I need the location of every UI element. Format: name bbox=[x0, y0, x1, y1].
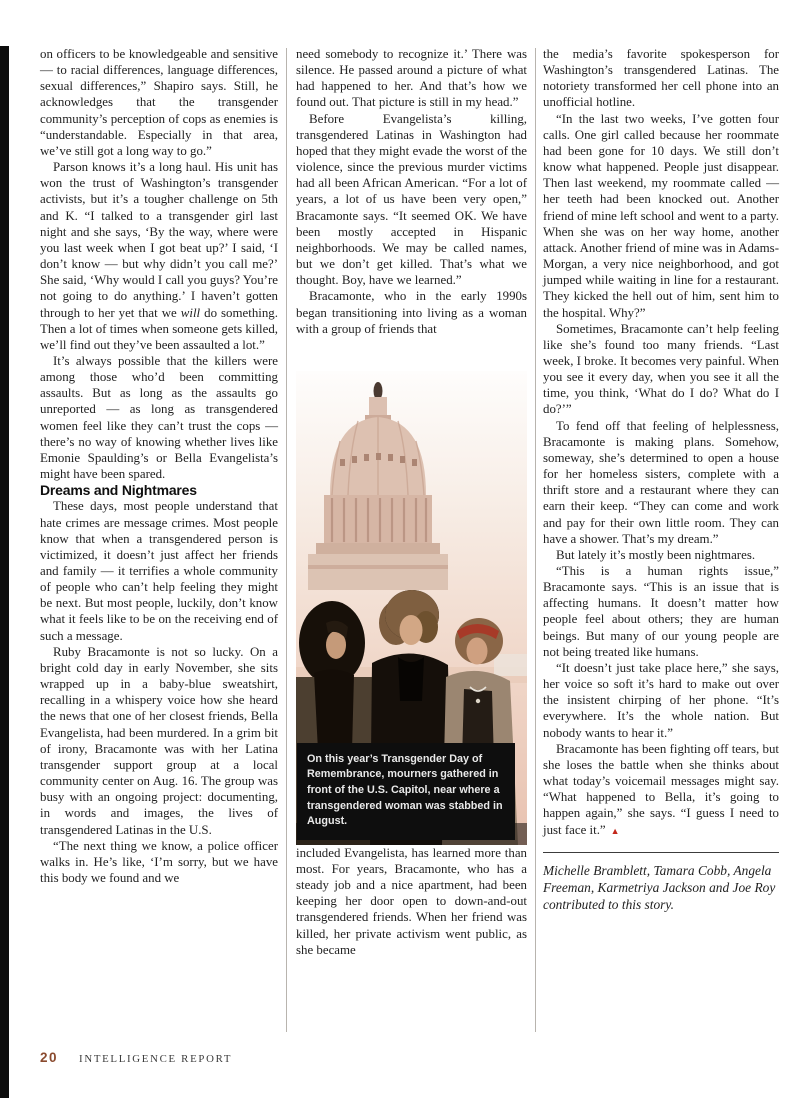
photo-caption: On this year’s Transgender Day of Remembrance, mourners gathered in front of the U.S. Capitol, near where a transgendered woman was stabbed in August. bbox=[297, 743, 515, 840]
column-divider bbox=[286, 48, 287, 1032]
article-paragraph: To fend off that feeling of helplessness, Bracamonte is making plans. Somehow, someway, she’s determined to open a house for her homeless sisters, complete with a thrift store and a restaurant where they can earn their keep. “They can come and work and pay for their own little room. They can have a shower. That’s my dream.” bbox=[543, 418, 779, 546]
article-paragraph: But lately it’s mostly been nightmares. bbox=[556, 547, 756, 562]
contributor-credit: Michelle Bramblett, Tamara Cobb, Angela Freeman, Karmetriya Jackson and Joe Roy contributed to this story. bbox=[543, 862, 776, 913]
section-heading: Dreams and Nightmares bbox=[40, 482, 197, 499]
paragraph-text: do something. Then a lot of times when someone gets killed, we’ll find out they’ve been assaulted a lot.” bbox=[40, 305, 278, 352]
scan-edge-strip bbox=[0, 46, 9, 1098]
article-paragraph: It’s always possible that the killers were among those who’d been committing assaults. But as long as the assaults go unreported — as long as transgendered women feel like they can’t trust the cops — there’s no way of knowing whether lives like Emonie Spaulding’s or Bella Evangelista’s might have been spared. bbox=[40, 353, 278, 482]
article-paragraph: These days, most people understand that hate crimes are message crimes. Most people know that when a transgendered person is victimized, it doesn’t just affect her friends and family — it terrifies a whole community of people who can’t help feeling they might be next. But most people, luckily, don’t know what it feels like to be on the receiving end of such a message. bbox=[40, 499, 278, 643]
article-paragraph: Sometimes, Bracamonte can’t help feeling like she’s found too many friends. “Last week, I broke. It becomes very painful. When you see it every day, when you see it all the time, you think, ‘What do I do? What do I do?’” bbox=[543, 321, 780, 417]
article-paragraph: the media’s favorite spokesperson for Washington’s transgendered Latinas. The notoriety transformed her cell phone into an unofficial hotline. bbox=[543, 47, 779, 110]
article-paragraph: need somebody to recognize it.’ There was silence. He passed around a picture of what had happened to her. And that’s how we found out. That picture is still in my head.” bbox=[296, 47, 527, 110]
italic-word: will bbox=[180, 305, 201, 320]
article-paragraph: included Evangelista, has learned more than most. For years, Bracamonte, who has a steady job and a nice apartment, had been keeping her door open to down-and-out transgendered friends. When her friend was killed, her private activism went public, as she became bbox=[296, 845, 527, 957]
article-paragraph: on officers to be knowledgeable and sensitive — to racial differences, language differences, sexual differences,” Shapiro says. Still, he acknowledges that the transgender community’s perception of cops as enemies is “understandable. Especially in that area, we’ve still got a long way to go.” bbox=[40, 47, 278, 158]
article-paragraph: Before Evangelista’s killing, transgendered Latinas in Washington had hoped that they might evade the worst of the violence, since the previous murder victims had all been African American. “For a lot of years, a lot of us have been very open,” Bracamonte says. “It seemed OK. We have been mostly accepted in Hispanic neighborhoods. We may be called names, but we don’t get killed. That’s what we thought. Boy, have we learned.” bbox=[296, 111, 527, 288]
article-column-2 bbox=[296, 46, 527, 958]
article-paragraph: “In the last two weeks, I’ve gotten four calls. One girl called because her roommate had been gone for 10 days. We still don’t know what happened. People just disappear. Then last weekend, my roommate called — her teeth had been knocked out. Another friend of mine left school and went to a party. When she was on her way home, another attack. Another friend of mine was in Adams-Morgan, a very nice neighborhood, and got jumped while waiting in line for a restaurant. They kicked the hell out of him, sent him to the hospital. Why?” bbox=[543, 111, 779, 320]
article-paragraph: Bracamonte, who in the early 1990s began transitioning into living as a woman with a group of friends that bbox=[296, 289, 527, 336]
article-column-1 bbox=[40, 46, 278, 886]
article-photo-capitol-mourners bbox=[296, 371, 527, 845]
end-of-article-marker: ▲ bbox=[610, 825, 620, 836]
page-number: 20 bbox=[40, 1050, 59, 1065]
article-paragraph bbox=[40, 159, 278, 353]
article-paragraph: Ruby Bracamonte is not so lucky. On a bright cold day in early November, she sits wrapped up in a baby-blue sweatshirt, recalling in a whispery voice how she heard the news that one of her closest friends, Bella Evangelista, had been murdered. In a grim bit of irony, Bracamonte was with her Latina transgender support group at a local community center on Aug. 16. The group was busy with an ongoing project: documenting, in words and images, the lives of transgendered Latinas in the U.S. bbox=[40, 644, 278, 837]
distant-building bbox=[494, 654, 527, 676]
publication-title: INTELLIGENCE REPORT bbox=[79, 1053, 233, 1065]
paragraph-text: Bracamonte has been fighting off tears, but she loses the battle when she thinks about what today’s voicemail messages might say. “What happened to Bella, it’s going to happen again,” she says. “I guess I need to just face it.” bbox=[543, 741, 779, 837]
column-divider bbox=[535, 48, 536, 1032]
paragraph-text: Parson knows it’s a long haul. His unit has won the trust of Washington’s transgender activists, but it’s a tougher challenge on 5th and K. “I talked to a transgender girl last night and she says, ‘By the way, where were you last week when I got beat up?’ I said, ‘I don’t know — but why didn’t you call me?’ She said, ‘Why would I call you guys? You’re not going to do anything.’ I haven’t gotten through to her yet that we bbox=[40, 160, 278, 320]
article-column-3 bbox=[543, 46, 779, 914]
credit-divider bbox=[543, 852, 779, 853]
article-paragraph: “This is a human rights issue,” Bracamonte says. “This is an issue that is affecting humans. It doesn’t matter how people feel about others; they are human beings. But many of our young people are not being treated like humans. bbox=[543, 564, 779, 659]
article-paragraph: “It doesn’t just take place here,” she says, her voice so soft it’s hard to make out over the insistent chirping of her phone. “It’s everywhere. It’s the whole nation. But nobody wants to hear it.” bbox=[543, 660, 779, 740]
article-paragraph: “The next thing we know, a police officer walks in. He’s like, ‘I’m sorry, but we have this body we found and we bbox=[40, 838, 278, 885]
article-paragraph bbox=[543, 741, 779, 839]
page-footer bbox=[40, 1050, 232, 1065]
